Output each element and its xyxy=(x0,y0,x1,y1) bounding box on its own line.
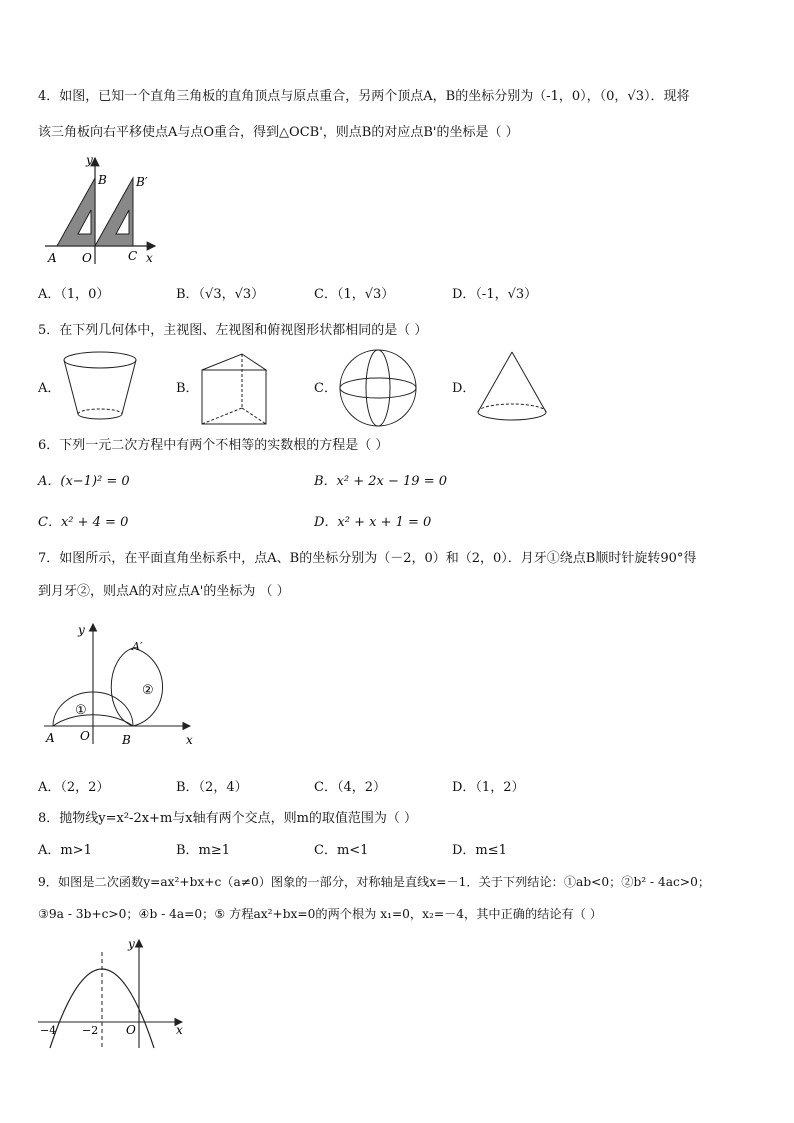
q6-option-b[interactable]: B．x² + 2x − 19 = 0 xyxy=(314,474,447,489)
q5-sphere-icon xyxy=(336,348,420,428)
q9-label-O: O xyxy=(126,1023,136,1037)
q4-label-A: A xyxy=(48,251,57,265)
q7-label-m2: ② xyxy=(142,683,154,698)
q4-label-Bp: B′ xyxy=(136,175,148,189)
q7-label-x: x xyxy=(186,733,193,747)
q9-figure xyxy=(36,934,192,1050)
q7-figure xyxy=(40,618,200,750)
q5-frustum-icon xyxy=(60,350,140,425)
q4-option-d[interactable]: D．（-1，√3） xyxy=(452,287,538,302)
q4-option-c[interactable]: C．（1，√3） xyxy=(314,287,395,302)
q6-option-c[interactable]: C．x² + 4 = 0 xyxy=(38,515,129,530)
q5-cone-icon xyxy=(474,350,550,426)
q5-option-d[interactable]: D． xyxy=(452,381,476,396)
q5-prism-icon xyxy=(198,350,278,428)
q4-label-y: y xyxy=(86,153,93,167)
q9-label-n2: −2 xyxy=(82,1024,99,1037)
q7-stem-line1: 7．如图所示，在平面直角坐标系中，点A、B的坐标分别为（－2，0）和（2，0）．月牙①绕点B顺时针旋转90°得 xyxy=(38,551,697,566)
q5-stem: 5．在下列几何体中，主视图、左视图和俯视图形状都相同的是（ ） xyxy=(38,323,428,338)
q4-label-O: O xyxy=(82,251,92,265)
q4-label-x: x xyxy=(146,251,153,265)
q4-option-a[interactable]: A．（1，0） xyxy=(38,287,110,302)
q6-stem: 6．下列一元二次方程中有两个不相等的实数根的方程是（ ） xyxy=(38,438,389,453)
q4-figure xyxy=(40,150,165,268)
q7-option-d[interactable]: D．（1，2） xyxy=(452,780,525,795)
q8-option-a[interactable]: A．m>1 xyxy=(38,843,92,858)
q8-option-c[interactable]: C．m<1 xyxy=(314,843,369,858)
q9-stem-line1: 9．如图是二次函数y=ax²+bx+c（a≠0）图象的一部分，对称轴是直线x=－1．关于下列结论：①ab<0；②b² - 4ac>0； xyxy=(38,875,711,889)
q7-label-A: A xyxy=(46,731,55,745)
q7-option-a[interactable]: A．（2，2） xyxy=(38,780,110,795)
q7-option-b[interactable]: B．（2，4） xyxy=(176,780,248,795)
q7-stem-line2: 到月牙②，则点A的对应点A'的坐标为 （ ） xyxy=(38,584,290,599)
q7-label-Ap: A′ xyxy=(132,640,143,653)
q6-option-a[interactable]: A．(x−1)² = 0 xyxy=(38,474,130,489)
q7-label-y: y xyxy=(78,623,85,637)
q8-stem: 8．抛物线y=x²-2x+m与x轴有两个交点，则m的取值范围为（ ） xyxy=(38,811,418,826)
q7-option-c[interactable]: C．（4，2） xyxy=(314,780,386,795)
q5-option-b[interactable]: B． xyxy=(176,381,199,396)
q9-label-x: x xyxy=(176,1023,183,1037)
q6-option-d[interactable]: D．x² + x + 1 = 0 xyxy=(314,515,432,530)
q4-stem-line1: 4．如图，已知一个直角三角板的直角顶点与原点重合，另两个顶点A，B的坐标分别为（-1，0），（0，√3）．现将 xyxy=(38,89,690,104)
q9-label-y: y xyxy=(128,937,135,951)
q8-option-b[interactable]: B．m≥1 xyxy=(176,843,231,858)
q9-stem-line2: ③9a - 3b+c>0；④b - 4a=0；⑤ 方程ax²+bx=0的两个根为 x₁=0，x₂=－4，其中正确的结论有（ ） xyxy=(38,907,602,921)
q5-option-a[interactable]: A． xyxy=(38,381,61,396)
q4-stem-line2: 该三角板向右平移使点A与点O重合，得到△OCB'，则点B的对应点B'的坐标是（ ） xyxy=(38,125,519,140)
q7-label-m1: ① xyxy=(75,703,87,718)
q9-label-n4: −4 xyxy=(40,1024,57,1037)
q4-option-b[interactable]: B．（√3，√3） xyxy=(176,287,265,302)
q5-option-c[interactable]: C． xyxy=(314,381,337,396)
q7-label-B: B xyxy=(122,733,131,747)
q8-option-d[interactable]: D．m≤1 xyxy=(452,843,507,858)
q4-label-C: C xyxy=(128,249,138,263)
q7-label-O: O xyxy=(80,729,90,743)
q4-label-B: B xyxy=(98,173,107,187)
